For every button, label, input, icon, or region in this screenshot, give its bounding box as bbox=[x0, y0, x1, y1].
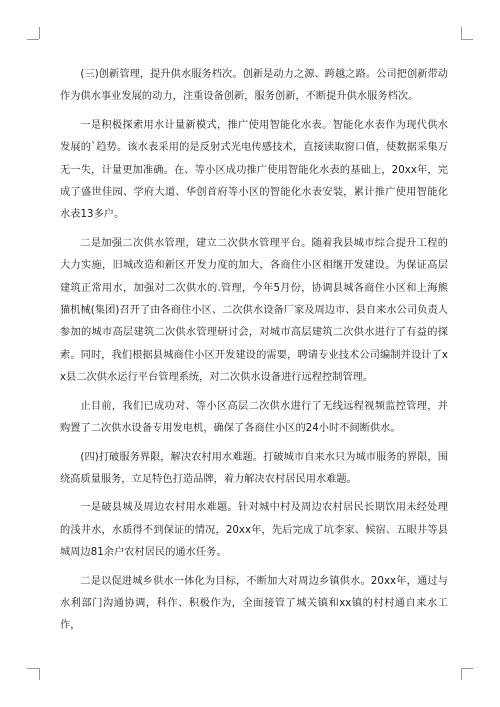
crop-mark-top-right-h bbox=[461, 39, 473, 40]
paragraph-smart-meter: 一是积极探索用水计量新模式，推广使用智能化水表。智能化水表作为现代供水发展的`趋势。该水表采用的是反射式光电传感技术，直接读取窗口值，使数据采集万无一失，计量更加准确。在、等小区成功推广使用智能化水表的基础上，20xx年，完成了盛世佳园、学府大道、华创首府等小区的智能化水表安装，累计推广使用智能化水表13多户。 bbox=[60, 119, 448, 221]
crop-mark-top-left-v bbox=[39, 27, 40, 39]
paragraph-remote-monitoring: 止目前，我们已成功对、等小区高层二次供水进行了无线远程视频监控管理，并购置了二次供水设备专用发电机，确保了各商住小区的24小时不间断供水。 bbox=[60, 400, 448, 435]
paragraph-secondary-supply: 二是加强二次供水管理，建立二次供水管理平台。随着我县城市综合提升工程的大力实施，旧城改造和新区开发力度的加大，各商住小区相继开发建设。为保证高层建筑正常用水，加强对二次供水的.管理，今年5月份，协调县城各商住小区和上海熊猫机械(集团)召开了由各商住小区、二次供水设备厂家及周边市、县自来水公司负责人参加的城市高层建筑二次供水管理研讨会，对城市高层建筑二次供水进行了有益的探索。同时，我们根据县城商住小区开发建设的需要，聘请专业技术公司编制并设计了xx县二次供水运行平台管理系统，对二次供水设备进行远程控制管理。 bbox=[60, 237, 448, 384]
paragraph-innovation-heading: (三)创新管理，提升供水服务档次。创新是动力之源、跨越之路。公司把创新带动作为供水事业发展的动力，注重设备创新，服务创新，不断提升供水服务档次。 bbox=[60, 69, 448, 103]
crop-mark-bottom-left-h bbox=[27, 668, 39, 669]
crop-mark-bottom-right-h bbox=[461, 668, 473, 669]
paragraph-rural-water: 一是破县城及周边农村用水难题。针对城中村及周边农村居民长期饮用未经处理的浅井水，水质得不到保证的情况，20xx年，先后完成了坑李家、候宿、五眼井等县城周边81余户农村居民的通水任务。 bbox=[60, 502, 448, 559]
paragraph-service-boundary-heading: (四)打破服务界限，解决农村用水难题。打破城市自来水只为城市服务的界限，围绕高质量服务，立足特色打造品牌，着力解决农村居民用水难题。 bbox=[60, 451, 448, 485]
crop-mark-top-left-h bbox=[27, 39, 39, 40]
crop-mark-bottom-right-v bbox=[461, 668, 462, 680]
crop-mark-top-right-v bbox=[461, 27, 462, 39]
paragraph-urban-rural-integration: 二是以促进城乡供水一体化为目标，不断加大对周边乡镇供水。20xx年，通过与水利部门沟通协调，科作、积极作为，全面接管了城关镇和xx镇的村村通自来水工作， bbox=[60, 575, 448, 632]
document-body bbox=[60, 64, 448, 644]
crop-mark-bottom-left-v bbox=[39, 668, 40, 680]
